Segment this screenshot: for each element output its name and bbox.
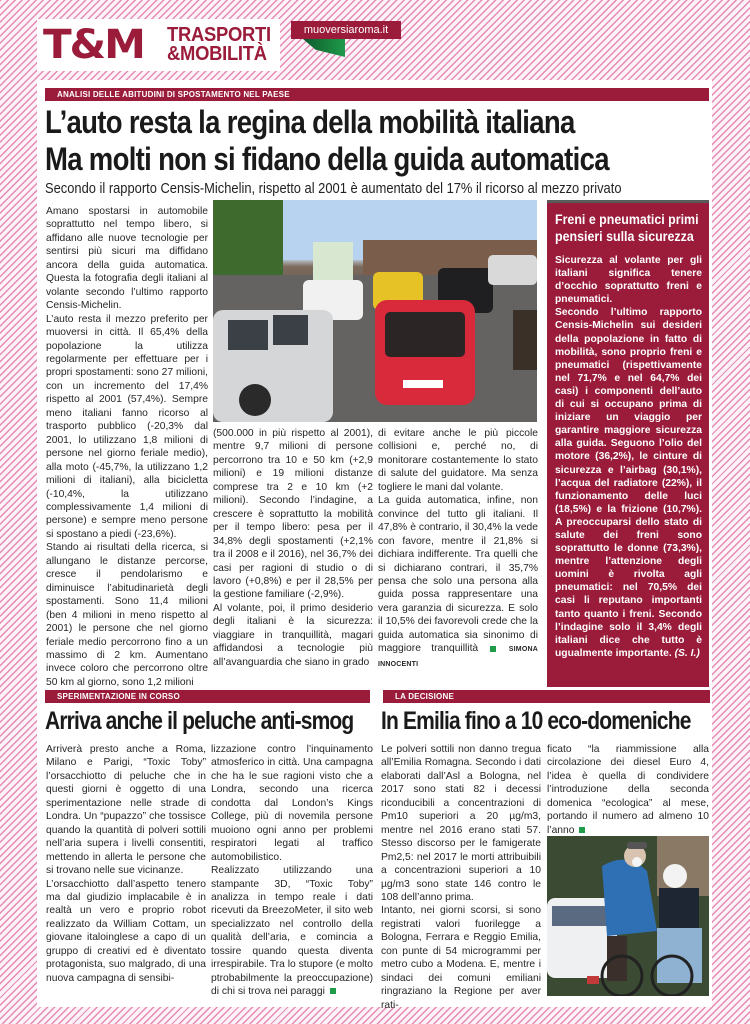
cyclist-image-icon — [547, 836, 709, 996]
paragraph: di evitare anche le più piccole collisioni e, perché no, di monitorare costantemente lo stato di salute del guidatore. Ma senza togliere le mani dal volante. — [378, 428, 538, 493]
paragraph: Stando ai risultati della ricerca, si allungano le distanze percorse, cresce il pendolarismo e diminuisce l’abitudinarietà degli spostamenti. Sono 11,4 milioni (ben 4 milioni in meno rispetto al 2001) le persone che nel giorno feriale medio percorrono fino a un massimo di 2 km. Aumentano invece coloro che percorrono oltre 50 km al giorno, sono 1,2 milioni — [46, 542, 208, 688]
sidebar-title: Freni e pneumatici primi pensieri sulla sicurezza — [555, 212, 699, 244]
logo-line-1: TRASPORTI — [167, 24, 271, 46]
paragraph: Arriverà presto anche a Roma, Milano e Parigi, “Toxic Toby” l’orsacchiotto di peluche che in questi giorni è oggetto di una sperimentazione nelle strade di Londra. Un “pupazzo” che tossisce quando la quantità di polveri sottili nell’aria supera i livelli consentiti, mettendo in allerta le persone che si trovano nelle sue vicinanze. — [46, 744, 206, 877]
paragraph: Intanto, nei giorni scorsi, si sono registrati valori fuorilegge a Bologna, Ferrara e Reggio Emilia, con punte di 54 microgrammi per metro cubo a Modena. E, mentre i sindaci dei comuni emiliani ringraziano la Regione per aver rati- — [381, 905, 541, 1011]
traffic-photo — [213, 200, 537, 422]
signature: (S. I.) — [674, 647, 700, 659]
smog-kicker: SPERIMENTAZIONE IN CORSO — [45, 690, 370, 703]
paragraph: Sicurezza al volante per gli italiani significa tenere d’occhio soprattutto freni e pneumatici. — [555, 255, 702, 306]
site-link[interactable]: muoversiaroma.it — [291, 21, 401, 39]
logo-mark: T&M — [43, 22, 144, 68]
paragraph-text: Secondo l’ultimo rapporto Censis-Michelin sui desideri della popolazione in fatto di mobilità, sono proprio freni e pneumatici (rispettivamente nel 71,7% e nel 64,7% dei casi) i componenti dell’auto di cui si occupano prima di iniziare un viaggio per garantire maggiore sicurezza alla guida. Seguono l’olio del motore (36,2%), le cinture di sicurezza e l’airbag (30,1%), l’acqua del radiatore (22%), il funzionamento delle luci (18,5%) e la frizione (10,7%). A preoccuparsi dello stato di salute dei freni sono soprattutto le donne (73,3%), mentre l’attenzione degli uomini è rivolta agli pneumatici: nel 70,5% dei casi li reputano importanti tanto quanto i freni. Secondo l’indagine solo il 3,4% degli italiani dice che tutto è ugualmente importante. — [555, 307, 702, 659]
cyclist-photo — [547, 836, 709, 996]
paragraph — [555, 306, 702, 660]
headline-line-1: L’auto resta la regina della mobilità italiana — [45, 104, 575, 140]
paragraph-text: ficato “la riammissione alla circolazione dei diesel Euro 4, l’idea è quella di condividere l’introduzione della seconda domenica “ecologica” al mese, portando il numero ad almeno 10 l’anno — [547, 744, 709, 836]
paragraph: (500.000 in più rispetto al 2001), mentre 9,7 milioni di persone percorrono tra 10 e 50 km (+2,9 milioni) e 19 milioni distanze comprese tra 2 e 10 km (+2 milioni). Secondo l’indagine, a crescere è soprattutto la mobilità per il tempo libero: pesa per il 34,8% degli spostamenti (+2,1% tra il 2008 e il 2016), nel 36,7% dei casi per ragioni di studio o di lavoro (+0,8%) e per il 28,5% per la gestione familiare (-2,9%). — [213, 428, 373, 601]
end-square-icon — [330, 988, 336, 994]
main-column-2 — [213, 427, 373, 669]
main-kicker: ANALISI DELLE ABITUDINI DI SPOSTAMENTO NEL PAESE — [45, 88, 709, 101]
main-subhead: Secondo il rapporto Censis-Michelin, rispetto al 2001 è aumentato del 17% il ricorso al mezzo privato — [45, 180, 622, 197]
logo-line-2: &MOBILITÀ — [167, 43, 267, 65]
paragraph: lizzazione contro l’inquinamento atmosferico in città. Una campagna che ha le sue ragioni visto che a Londra, secondo una ricerca condotta dal London’s Kings College, più di novemila persone muoiono ogni anno per problemi respiratori legati al traffico automobilistico. — [211, 744, 373, 863]
logo-wordmark — [167, 26, 280, 64]
flag-ribbon-icon — [303, 39, 345, 57]
emilia-kicker: LA DECISIONE — [383, 690, 710, 703]
paragraph: Al volante, poi, il primo desiderio degli italiani è la sicurezza: viaggiare in tranquillità, magari affidandosi a tecnologie più all’avanguardia che siano in grado — [213, 602, 373, 668]
sidebar-box — [547, 200, 709, 687]
paragraph: Le polveri sottili non danno tregua all’Emilia Romagna. Secondo i dati elaborati dall’Asl a Bologna, nel 2017 sono stati 82 i decessi riconducibili a concentrazioni di Pm10 superiori a 20 µg/m3, mentre nel 2016 erano stati 57. Stesso discorso per le famigerate Pm2,5: nel 2017 le morti attribuibili a concentrazioni superiori a 10 µg/m3 sono state 146 contro le 108 dell’anno prima. — [381, 744, 541, 903]
cars-image-icon — [213, 200, 537, 422]
emilia-headline: In Emilia fino a 10 eco-domeniche — [381, 707, 691, 735]
paragraph — [211, 864, 373, 999]
paragraph-text: La guida automatica, infine, non convince del tutto gli italiani. Il 47,8% è contrario, il 30,4% la vede con favore, mentre il 21,8% si dichiara indifferente. Tra quelli che si dichiarano contrari, il 35,7% pensa che solo una persona alla guida possa rappresentare una vera garanzia di sicurezza. E solo il 10,5% dei favorevoli crede che la guida automatica sia sinonimo di maggiore tranquillità — [378, 495, 538, 655]
masthead-logo — [37, 19, 280, 71]
headline-line-2: Ma molti non si fidano della guida automatica — [45, 141, 609, 177]
end-square-icon — [579, 827, 585, 833]
paragraph: Amano spostarsi in automobile soprattutto nel tempo libero, si affidano alle nuove tecnologie per sentirsi più sicuri ma diffidano ancora della guida automatica. Questa la fotografia degli italiani al volante secondo l’ultimo rapporto Censis-Michelin. — [46, 206, 208, 312]
main-column-1 — [46, 205, 208, 689]
smog-column-1 — [46, 743, 206, 985]
newspaper-page — [37, 80, 712, 1011]
smog-column-2 — [211, 743, 373, 999]
paragraph-text: Realizzato utilizzando una stampante 3D, “Toxic Toby” analizza in tempo reale i dati ricevuti da BreezoMeter, il sito web specializzato nel controllo della qualità dell’aria, e comincia a tossire quando questa diventa irrespirabile. Tra lo stupore (e molto ptrobabilmente la preoccupazione) di chi si trova nei paraggi — [211, 865, 373, 998]
paragraph: L’auto resta il mezzo preferito per muoversi in città. Il 65,4% della popolazione la utilizza regolarmente per effettuare per i propri spostamenti: sono 27 milioni, con un incremento del 17,4% rispetto al 2001 (57,4%). Sempre meno italiani fanno ricorso al trasporto pubblico (-20,3% dal 2001, lo utilizzano 1,8 milioni di persone nel giorno feriale medio), alla moto (-45,7%, la utilizzano 1,2 milioni di italiani), alla bicicletta (-10,4%, la utilizzano complessivamente 1,4 milioni di persone) e sempre meno persone si spostano a piedi (-23,6%). — [46, 313, 208, 540]
emilia-column-1 — [381, 743, 541, 1012]
main-column-3 — [378, 427, 538, 671]
paragraph — [378, 494, 538, 671]
main-headline — [45, 104, 712, 178]
emilia-column-2 — [547, 743, 709, 837]
byline: SIMONA INNOCENTI — [378, 646, 538, 668]
paragraph — [547, 743, 709, 837]
sidebar-body — [555, 254, 702, 660]
end-square-icon — [490, 646, 496, 652]
paragraph: L’orsacchiotto dall’aspetto tenero ma dal giudizio implacabile è in realtà un vero e proprio robot realizzato da William Cottam, un giovane italoinglese a capo di un gruppo di creativi ed è diventato protagonista, suo malgrado, di una nuova campagna di sensibi- — [46, 878, 206, 984]
smog-headline: Arriva anche il peluche anti-smog — [45, 707, 354, 735]
